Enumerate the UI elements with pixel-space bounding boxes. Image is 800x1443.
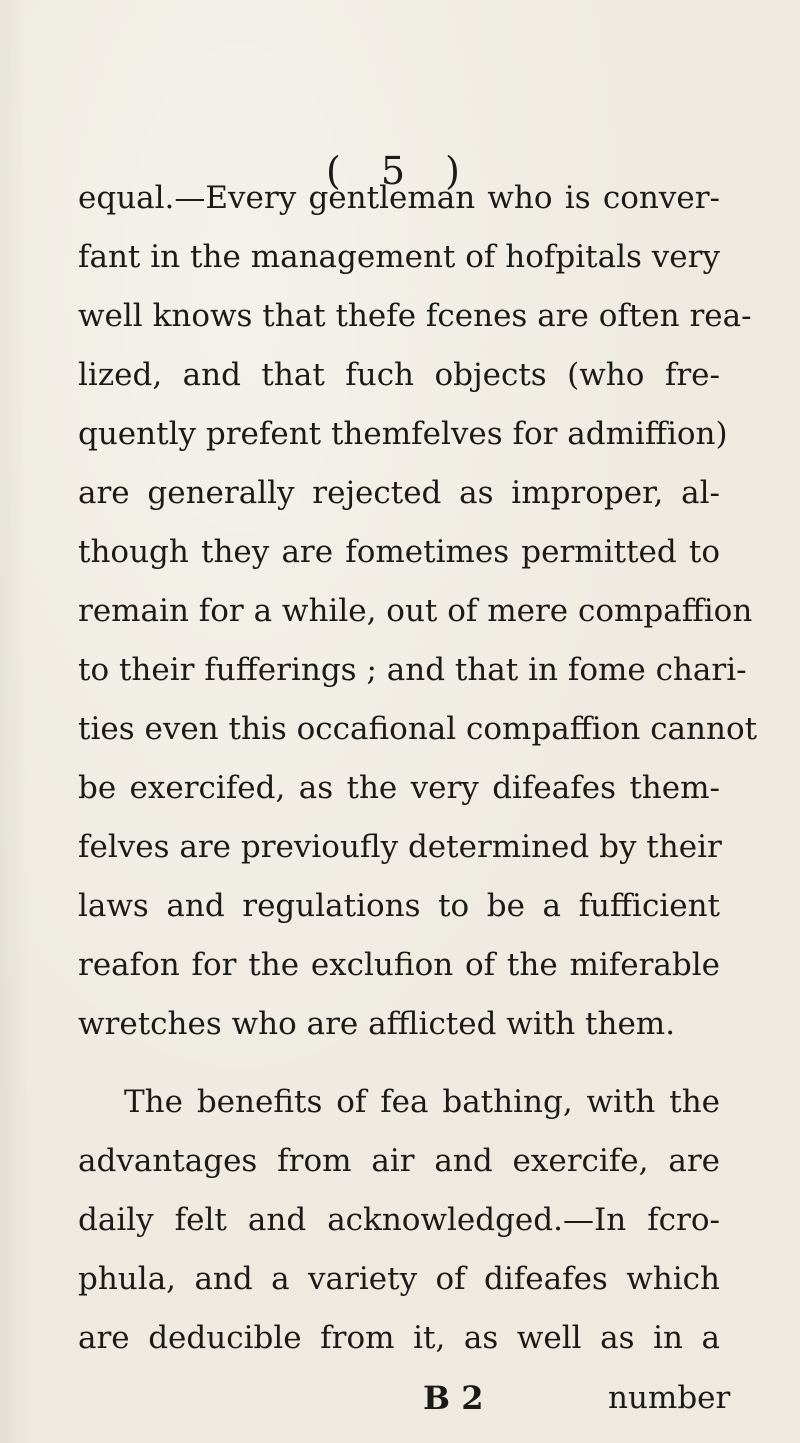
text-line: phula, and a variety of difeafes which xyxy=(78,1261,720,1297)
text-line: remain for a while, out of mere compaffion xyxy=(78,593,753,629)
text-line: to their fufferings ; and that in fome chari- xyxy=(78,652,747,688)
text-line: well knows that thefe fcenes are often rea- xyxy=(78,298,752,334)
text-line: daily felt and acknowledged.—In fcro- xyxy=(78,1202,720,1238)
text-line: though they are fometimes permitted to xyxy=(78,534,720,570)
text-line: The benefits of fea bathing, with the xyxy=(124,1084,720,1120)
text-line-last: wretches who are afflicted with them. xyxy=(78,1006,676,1042)
signature-mark: B 2 xyxy=(423,1379,484,1417)
text-line: fant in the management of hofpitals very xyxy=(78,239,720,275)
text-line: laws and regulations to be a fufficient xyxy=(78,888,720,924)
text-line: equal.—Every gentleman who is conver- xyxy=(78,180,720,216)
text-line: lized, and that fuch objects (who fre- xyxy=(78,357,720,393)
text-line: reafon for the exclufion of the miferable xyxy=(78,947,720,983)
catchword: number xyxy=(608,1380,731,1416)
text-line: are deducible from it, as well as in a xyxy=(78,1320,720,1356)
page-number: ( 5 ) xyxy=(326,149,474,193)
text-line: advantages from air and exercife, are xyxy=(78,1143,720,1179)
text-line: be exercifed, as the very difeafes them- xyxy=(78,770,720,806)
text-line: quently prefent themfelves for admiffion) xyxy=(78,416,728,452)
text-line: are generally rejected as improper, al- xyxy=(78,475,720,511)
text-line: ties even this occafional compaffion cannot xyxy=(78,711,758,747)
text-line: felves are previoufly determined by their xyxy=(78,829,722,865)
